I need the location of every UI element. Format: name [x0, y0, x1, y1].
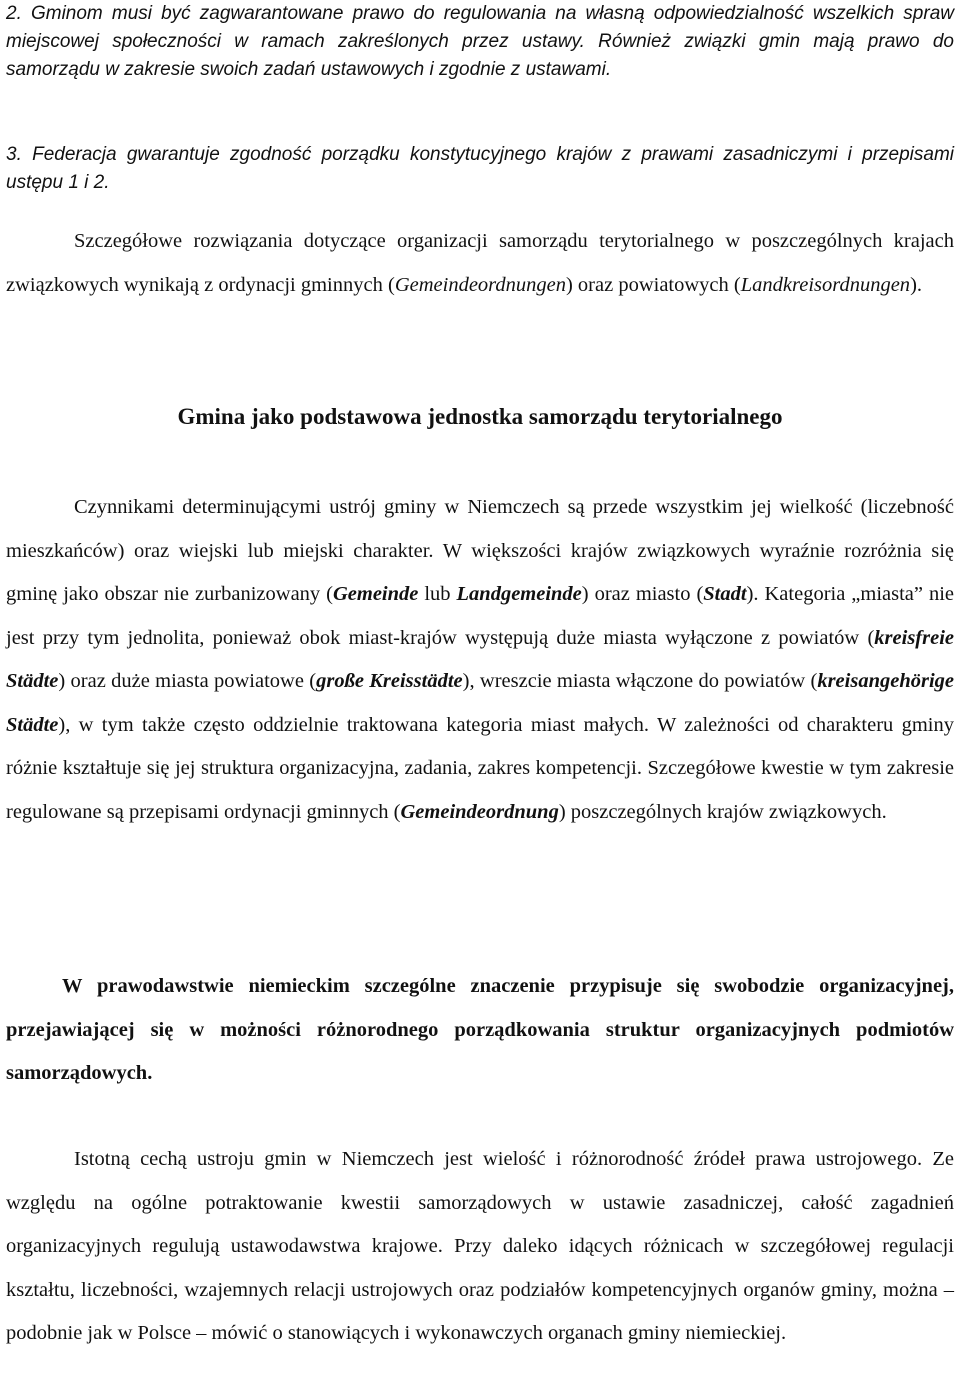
term-grosse-kreisstadte: große Kreisstädte	[316, 670, 463, 692]
section-heading: Gmina jako podstawowa jednostka samorządu terytorialnego	[177, 404, 783, 429]
paragraph-sources-of-law: Istotną cechą ustroju gmin w Niemczech jest wielość i różnorodność źródeł prawa ustrojowego. Ze względu na ogólne potraktowanie kwestii samorządowych w ustawie zasadniczej, całość zagadnień organizacyjnych regulują ustawodawstwa krajowe. Przy daleko idących różnicach w szczegółowej regulacji kształtu, liczebności, wzajemnych relacji ustrojowych oraz podziałów kompetencyjnych organów gminy, można – podobnie jak w Polsce – mówić o stanowiących i wykonawczych organach gminy niemieckiej.	[6, 1148, 954, 1344]
text: ), wreszcie miasta włączone do powiatów (	[462, 670, 818, 692]
paragraph-ordinances	[6, 220, 954, 307]
term-landgemeinde: Landgemeinde	[456, 583, 582, 605]
text: lub	[418, 583, 457, 605]
paragraph-municipality-types	[6, 486, 954, 834]
text: ), w tym także często oddzielnie traktowana kategoria miast małych. W zależności od charakteru gminy różnie kształtuje się jej struktura organizacyjna, zadania, zakres kompetencji. Szczegółowe kwestie w tym zakresie regulowane są przepisami ordynacji gminnych (	[6, 713, 954, 823]
text: Szczegółowe rozwiązania dotyczące organizacji samorządu terytorialnego w poszczególnych krajach związkowych wynikają z ordynacji gminnych (	[6, 230, 954, 296]
text: ) poszczególnych krajów związkowych.	[558, 800, 887, 823]
paragraph-organizational-freedom: W prawodawstwie niemieckim szczególne znaczenie przypisuje się swobodzie organizacyjnej, przejawiającej się w możności różnorodnego porządkowania struktur organizacyjnych podmiotów samorządowych.	[6, 975, 954, 1084]
text: ). Kategoria „miasta” nie jest przy tym jednolita, ponieważ obok miast-krajów występują duże miasta wyłączone z powiatów (	[6, 583, 955, 649]
text: Czynnikami determinującymi ustrój gminy w Niemczech są przede wszystkim jej wielkość (liczebność mieszkańców) oraz wiejski lub miejski charakter. W większości krajów związkowych wyraźnie rozróżnia się gminę jako obszar nie zurbanizowany (	[6, 496, 954, 605]
term-gemeindeordnung: Gemeindeordnung	[400, 800, 559, 823]
text: ).	[910, 273, 923, 296]
text: ) oraz duże miasta powiatowe (	[58, 670, 317, 692]
term-landkreisordnungen: Landkreisordnungen	[740, 273, 911, 296]
text: ) oraz miasto (	[581, 583, 704, 605]
term-kreisfreie-stadte: kreisfreie Städte	[6, 626, 954, 692]
article-item-2: 2. Gminom musi być zagwarantowane prawo do regulowania na własną odpowiedzialność wszelkich spraw miejscowej społeczności w ramach zakreślonych przez ustawy. Również związki gmin mają prawo do samorządu w zakresie swoich zadań ustawowych i zgodnie z ustawami.	[6, 3, 954, 80]
term-stadt: Stadt	[703, 583, 747, 605]
term-kreisangehorige-stadte: kreisangehörige Städte	[6, 670, 954, 736]
term-gemeindeordnungen: Gemeindeordnungen	[394, 273, 566, 296]
text: ) oraz powiatowych (	[565, 273, 741, 296]
term-gemeinde: Gemeinde	[332, 583, 419, 605]
article-item-3: 3. Federacja gwarantuje zgodność porządku konstytucyjnego krajów z prawami zasadniczymi i przepisami ustępu 1 i 2.	[6, 144, 954, 193]
